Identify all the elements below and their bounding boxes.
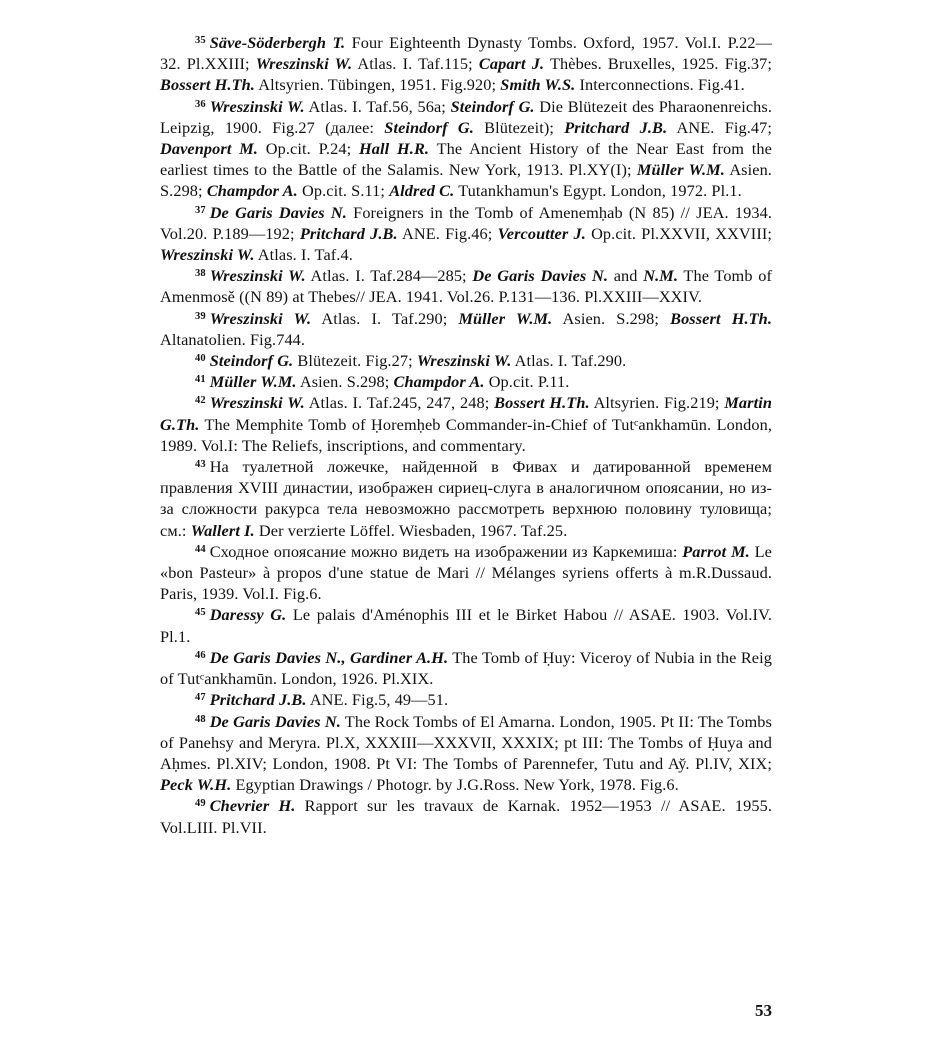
footnote-45 — [160, 604, 772, 646]
footnote-number: 46 — [195, 649, 206, 661]
citation-text: The Tomb of Amenmosě ((N 89) at Thebes// JEA. 1941. Vol.26. P.131—136. Pl.XXIII—XXIV. — [160, 266, 773, 307]
citation-text: Foreigners in the Tomb of Amenemḥab (N 85) // JEA. 1934. Vol.20. P.189—192; — [160, 202, 772, 243]
author-name: Chevrier H. — [209, 796, 296, 816]
author-name: Hall H.R. — [358, 139, 430, 159]
author-name: Steindorf G. — [209, 351, 294, 371]
footnote-number: 45 — [195, 607, 206, 619]
footnote-36 — [160, 96, 772, 202]
citation-text: Interconnections. Fig.41. — [575, 75, 745, 95]
citation-text: Four Eighteenth Dynasty Tombs. Oxford, 1957. Vol.I. P.22—32. Pl.XXIII; — [160, 33, 773, 74]
citation-text: Op.cit. P.24; — [257, 139, 359, 159]
footnote-41 — [160, 371, 772, 392]
citation-text: The Tomb of Ḥuy: Viceroy of Nubia in the Reig of Tutᶜankhamūn. London, 1926. Pl.XIX. — [160, 647, 772, 689]
author-name: Müller W.M. — [636, 160, 725, 180]
footnote-43 — [160, 456, 772, 541]
citation-text: and — [608, 266, 644, 286]
author-name: Steindorf G. — [384, 117, 474, 137]
footnote-number: 47 — [195, 692, 206, 704]
footnote-number: 44 — [195, 543, 206, 555]
citation-text: Blütezeit); — [473, 117, 565, 137]
citation-text: Atlas. I. Taf.4. — [254, 245, 353, 265]
footnote-number: 40 — [195, 353, 206, 365]
author-name: De Garis Davies N., Gardiner A.H. — [209, 647, 449, 667]
footnote-number: 43 — [195, 459, 206, 471]
author-name: N.M. — [643, 266, 679, 286]
footnote-number: 39 — [195, 310, 206, 322]
author-name: Bossert H.Th. — [494, 393, 590, 413]
footnote-number: 41 — [195, 374, 206, 386]
author-name: Davenport M. — [160, 139, 258, 159]
footnote-number: 35 — [195, 35, 206, 46]
citation-text: Der verzierte Löffel. Wiesbaden, 1967. Taf.25. — [254, 520, 568, 540]
citation-text: Altsyrien. Tübingen, 1951. Fig.920; — [254, 75, 501, 95]
author-name: De Garis Davies N. — [472, 266, 609, 286]
footnote-44 — [160, 541, 772, 605]
author-name: Wreszinski W. — [416, 351, 512, 371]
footnote-37 — [160, 202, 772, 266]
citation-text: Atlas. I. Taf.245, 247, 248; — [304, 393, 495, 413]
footnote-number: 49 — [195, 798, 206, 810]
author-name: Säve-Söderbergh T. — [209, 33, 346, 52]
citation-text: Thèbes. Bruxelles, 1925. Fig.37; — [544, 54, 773, 74]
author-name: De Garis Davies N. — [209, 711, 341, 731]
citation-text: ANE. Fig.46; — [397, 223, 498, 243]
footnote-35 — [160, 32, 772, 96]
author-name: Pritchard J.B. — [299, 223, 398, 243]
citation-text: Atlas. I. Taf.290; — [311, 308, 459, 328]
author-name: Wreszinski W. — [255, 54, 353, 74]
citation-text: Asien. S.298; — [552, 308, 671, 328]
author-name: Wreszinski W. — [209, 393, 305, 413]
author-name: Wreszinski W. — [160, 245, 255, 265]
footnote-46 — [160, 647, 772, 689]
citation-text: Asien. S.298; — [296, 372, 394, 392]
footnote-48 — [160, 711, 772, 796]
author-name: Bossert H.Th. — [670, 308, 772, 328]
citation-text: Le «bon Pasteur» à propos d'une statue de Mari // Mélanges syriens offerts à m.R.Dussaud. Paris, 1939. Vol.I. Fig.6. — [160, 541, 772, 604]
author-name: Pritchard J.B. — [564, 117, 668, 137]
footnote-number: 38 — [195, 268, 206, 280]
author-name: Pritchard J.B. — [209, 690, 307, 710]
citation-text: The Ancient History of the Near East from the earliest times to the Battle of the Salamis. New York, 1913. Pl.XY(I); — [160, 139, 772, 180]
citation-text: Blütezeit. Fig.27; — [293, 351, 417, 371]
author-name: Wreszinski W. — [209, 266, 306, 286]
author-name: Müller W.M. — [209, 372, 297, 392]
footnote-39 — [160, 308, 772, 350]
author-name: Müller W.M. — [458, 308, 553, 328]
author-name: Peck W.H. — [160, 775, 232, 795]
citation-text: Rapport sur les travaux de Karnak. 1952—1953 // ASAE. 1955. Vol.LIII. Pl.VII. — [160, 796, 772, 837]
author-name: Smith W.S. — [500, 75, 576, 95]
citation-text: Atlas. I. Taf.115; — [352, 54, 479, 74]
footnote-number: 37 — [195, 204, 206, 216]
footnote-number: 36 — [195, 98, 206, 110]
footnote-49 — [160, 795, 772, 837]
author-name: Champdor A. — [206, 181, 298, 201]
citation-text: Atlas. I. Taf.56, 56a; — [304, 96, 451, 116]
author-name: Aldred C. — [389, 181, 455, 201]
author-name: Wreszinski W. — [209, 308, 312, 328]
author-name: Wreszinski W. — [209, 96, 305, 116]
citation-text: Le palais d'Aménophis III et le Birket Habou // ASAE. 1903. Vol.IV. Pl.1. — [160, 605, 772, 646]
author-name: Martin G.Th. — [160, 393, 772, 434]
footnote-38 — [160, 265, 772, 307]
author-name: Vercoutter J. — [497, 223, 586, 243]
citation-text: Op.cit. Pl.XXVII, XXVIII; — [585, 223, 772, 243]
citation-text: The Rock Tombs of El Amarna. London, 1905. Pt II: The Tombs of Panehsy and Meryra. Pl.X, XXXIII—XXXVII, XXXIX; pt III: The Tombs of Ḥuya and Aḥmes. Pl.XIV; London, 1908. Pt VI: The Tombs of Parennefer, Tutu and Ay̆. Pl.IV, XIX; — [160, 711, 772, 773]
footnote-number: 48 — [195, 713, 206, 725]
author-name: Steindorf G. — [450, 96, 535, 116]
author-name: Parrot M. — [682, 541, 750, 561]
author-name: Bossert H.Th. — [160, 75, 255, 95]
page-number: 53 — [755, 1001, 772, 1020]
citation-text: Die Blütezeit des Pharaonenreichs. Leipzig, 1900. Fig.27 (далее: — [160, 96, 772, 137]
citation-text: Atlas. I. Taf.284—285; — [305, 266, 473, 286]
citation-text: Altsyrien. Fig.219; — [589, 393, 725, 413]
citation-text: Asien. S.298; — [160, 160, 772, 201]
author-name: Daressy G. — [209, 605, 287, 625]
citation-text: Tutankhamun's Egypt. London, 1972. Pl.1. — [454, 181, 742, 201]
footnote-42 — [160, 392, 772, 456]
author-name: Wallert I. — [190, 520, 255, 540]
footnote-number: 42 — [195, 395, 206, 407]
citation-text: ANE. Fig.47; — [667, 117, 772, 137]
author-name: Champdor A. — [393, 372, 485, 392]
citation-text: Сходное опоясание можно видеть на изображении из Каркемиша: — [209, 541, 683, 561]
citation-text: Egyptian Drawings / Photogr. by J.G.Ross. New York, 1978. Fig.6. — [231, 775, 679, 795]
citation-text: Altanatolien. Fig.744. — [160, 329, 306, 349]
citation-text: The Memphite Tomb of Ḥoremḥeb Commander-in-Chief of Tutᶜankhamūn. London, 1989. Vol.I: The Reliefs, inscriptions, and commentary. — [160, 414, 772, 455]
author-name: Capart J. — [478, 54, 545, 74]
citation-text: Op.cit. P.11. — [484, 372, 570, 392]
footnote-40 — [160, 350, 772, 371]
citation-text: ANE. Fig.5, 49—51. — [306, 690, 449, 710]
footnotes-column — [160, 32, 772, 838]
citation-text: Op.cit. S.11; — [297, 181, 390, 201]
footnote-47 — [160, 689, 772, 710]
author-name: De Garis Davies N. — [209, 202, 347, 222]
citation-text: На туалетной ложечке, найденной в Фивах и датированной временем правления XVIII династии, изображен сириец-слуга в аналогичном опоясании, но из-за сложности ракурса тела невозможно рассмотреть верхнюю половину туловища; см.: — [160, 457, 772, 540]
citation-text: Atlas. I. Taf.290. — [511, 351, 627, 371]
